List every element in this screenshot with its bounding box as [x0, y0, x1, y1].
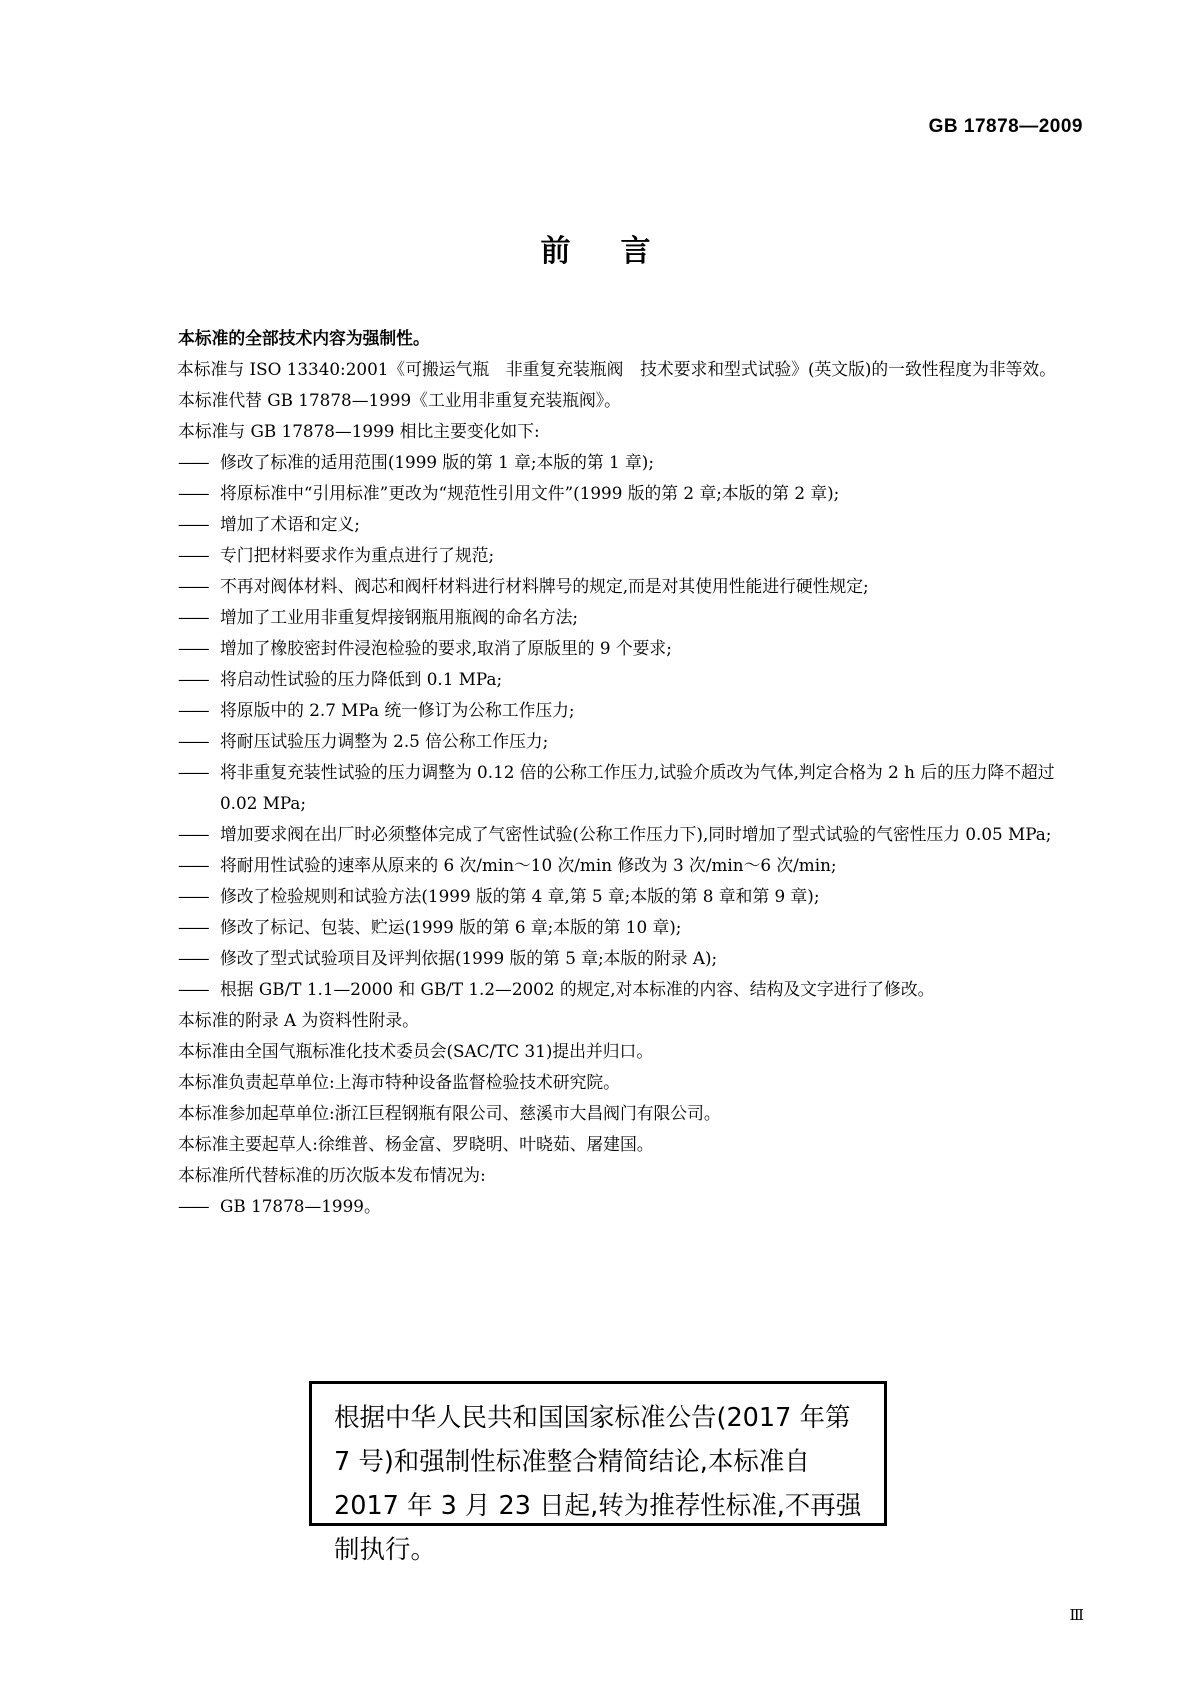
history-item-text: GB 17878—1999。	[220, 1196, 381, 1216]
list-item-text: 增加了橡胶密封件浸泡检验的要求,取消了原版里的 9 个要求;	[220, 638, 672, 658]
page-title: 前言	[540, 234, 701, 269]
paragraph: 本标准由全国气瓶标准化技术委员会(SAC/TC 31)提出并归口。	[178, 1041, 654, 1061]
list-item	[178, 757, 1068, 819]
paragraph: 本标准与 ISO 13340:2001《可搬运气瓶 非重复充装瓶阀 技术要求和型式试验》(英文版)的一致性程度为非等效。	[177, 359, 1056, 379]
list-item-text: 将耐压试验压力调整为 2.5 倍公称工作压力;	[220, 731, 549, 751]
paragraph: 本标准的全部技术内容为强制性。	[178, 328, 430, 348]
paragraph: 本标准与 GB 17878—1999 相比主要变化如下:	[178, 421, 540, 441]
dash-mark: ——	[178, 762, 208, 782]
list-item	[178, 633, 1068, 664]
history-item	[178, 1191, 1068, 1222]
foreword-body	[178, 323, 1068, 1222]
paragraph: 本标准负责起草单位:上海市特种设备监督检验技术研究院。	[178, 1072, 620, 1092]
list-item	[178, 447, 1068, 478]
list-item-text: 将原版中的 2.7 MPa 统一修订为公称工作压力;	[220, 700, 575, 720]
paragraph: 本标准的附录 A 为资料性附录。	[178, 1010, 419, 1030]
dash-mark: ——	[178, 886, 208, 906]
list-item-text: 修改了型式试验项目及评判依据(1999 版的第 5 章;本版的附录 A);	[220, 948, 718, 968]
dash-mark: ——	[178, 638, 208, 658]
list-item	[178, 850, 1068, 881]
notice-box	[309, 1381, 887, 1565]
list-item-text: 修改了检验规则和试验方法(1999 版的第 4 章,第 5 章;本版的第 8 章和第 9 章);	[220, 886, 820, 906]
list-item-text: 修改了标记、包装、贮运(1999 版的第 6 章;本版的第 10 章);	[220, 917, 682, 937]
list-item-text: 不再对阀体材料、阀芯和阀杆材料进行材料牌号的规定,而是对其使用性能进行硬性规定;	[220, 576, 869, 596]
dash-mark: ——	[178, 824, 208, 844]
dash-mark: ——	[178, 669, 208, 689]
list-item	[178, 664, 1068, 695]
list-item-text: 增加要求阀在出厂时必须整体完成了气密性试验(公称工作压力下),同时增加了型式试验的气密性压力 0.05 MPa;	[220, 824, 1052, 844]
list-item	[178, 478, 1068, 509]
notice-text: 根据中华人民共和国国家标准公告(2017 年第 7 号)和强制性标准整合精简结论,本标准自 2017 年 3 月 23 日起,转为推荐性标准,不再强制执行。	[334, 1403, 862, 1565]
list-item-text: 根据 GB/T 1.1—2000 和 GB/T 1.2—2002 的规定,对本标准的内容、结构及文字进行了修改。	[220, 979, 935, 999]
dash-mark: ——	[178, 545, 208, 565]
list-item	[178, 602, 1068, 633]
list-item	[178, 726, 1068, 757]
dash-mark: ——	[178, 607, 208, 627]
list-item	[178, 974, 1068, 1005]
paragraph: 本标准主要起草人:徐维普、杨金富、罗晓明、叶晓茹、屠建国。	[178, 1134, 654, 1154]
dash-mark: ——	[178, 452, 208, 472]
standard-code: GB 17878—2009	[928, 116, 1083, 137]
dash-mark: ——	[178, 731, 208, 751]
list-item	[178, 943, 1068, 974]
list-item-text: 将非重复充装性试验的压力调整为 0.12 倍的公称工作压力,试验介质改为气体,判定合格为 2 h 后的压力降不超过 0.02 MPa;	[220, 762, 1055, 813]
list-item	[178, 819, 1068, 850]
dash-mark: ——	[178, 855, 208, 875]
paragraph: 本标准参加起草单位:浙江巨程钢瓶有限公司、慈溪市大昌阀门有限公司。	[178, 1103, 721, 1123]
paragraph: 本标准代替 GB 17878—1999《工业用非重复充装瓶阀》。	[178, 390, 621, 410]
page-number: Ⅲ	[1069, 1606, 1083, 1624]
list-item	[178, 912, 1068, 943]
dash-mark: ——	[178, 483, 208, 503]
dash-mark: ——	[178, 700, 208, 720]
list-item	[178, 571, 1068, 602]
list-item-text: 将耐用性试验的速率从原来的 6 次/min～10 次/min 修改为 3 次/min～6 次/min;	[220, 855, 837, 875]
dash-mark: ——	[178, 917, 208, 937]
dash-mark: ——	[178, 514, 208, 534]
list-item-text: 增加了工业用非重复焊接钢瓶用瓶阀的命名方法;	[220, 607, 579, 627]
paragraph: 本标准所代替标准的历次版本发布情况为:	[178, 1165, 486, 1185]
list-item	[178, 540, 1068, 571]
list-item	[178, 881, 1068, 912]
list-item-text: 将原标准中“引用标准”更改为“规范性引用文件”(1999 版的第 2 章;本版的第 2 章);	[220, 483, 840, 503]
change-list	[178, 447, 1068, 1005]
list-item	[178, 509, 1068, 540]
dash-mark: ——	[178, 576, 208, 596]
dash-mark: ——	[178, 948, 208, 968]
dash-mark: ——	[178, 979, 208, 999]
list-item-text: 将启动性试验的压力降低到 0.1 MPa;	[220, 669, 503, 689]
dash-mark: ——	[178, 1196, 208, 1216]
list-item	[178, 695, 1068, 726]
list-item-text: 专门把材料要求作为重点进行了规范;	[220, 545, 495, 565]
list-item-text: 修改了标准的适用范围(1999 版的第 1 章;本版的第 1 章);	[220, 452, 654, 472]
list-item-text: 增加了术语和定义;	[220, 514, 360, 534]
